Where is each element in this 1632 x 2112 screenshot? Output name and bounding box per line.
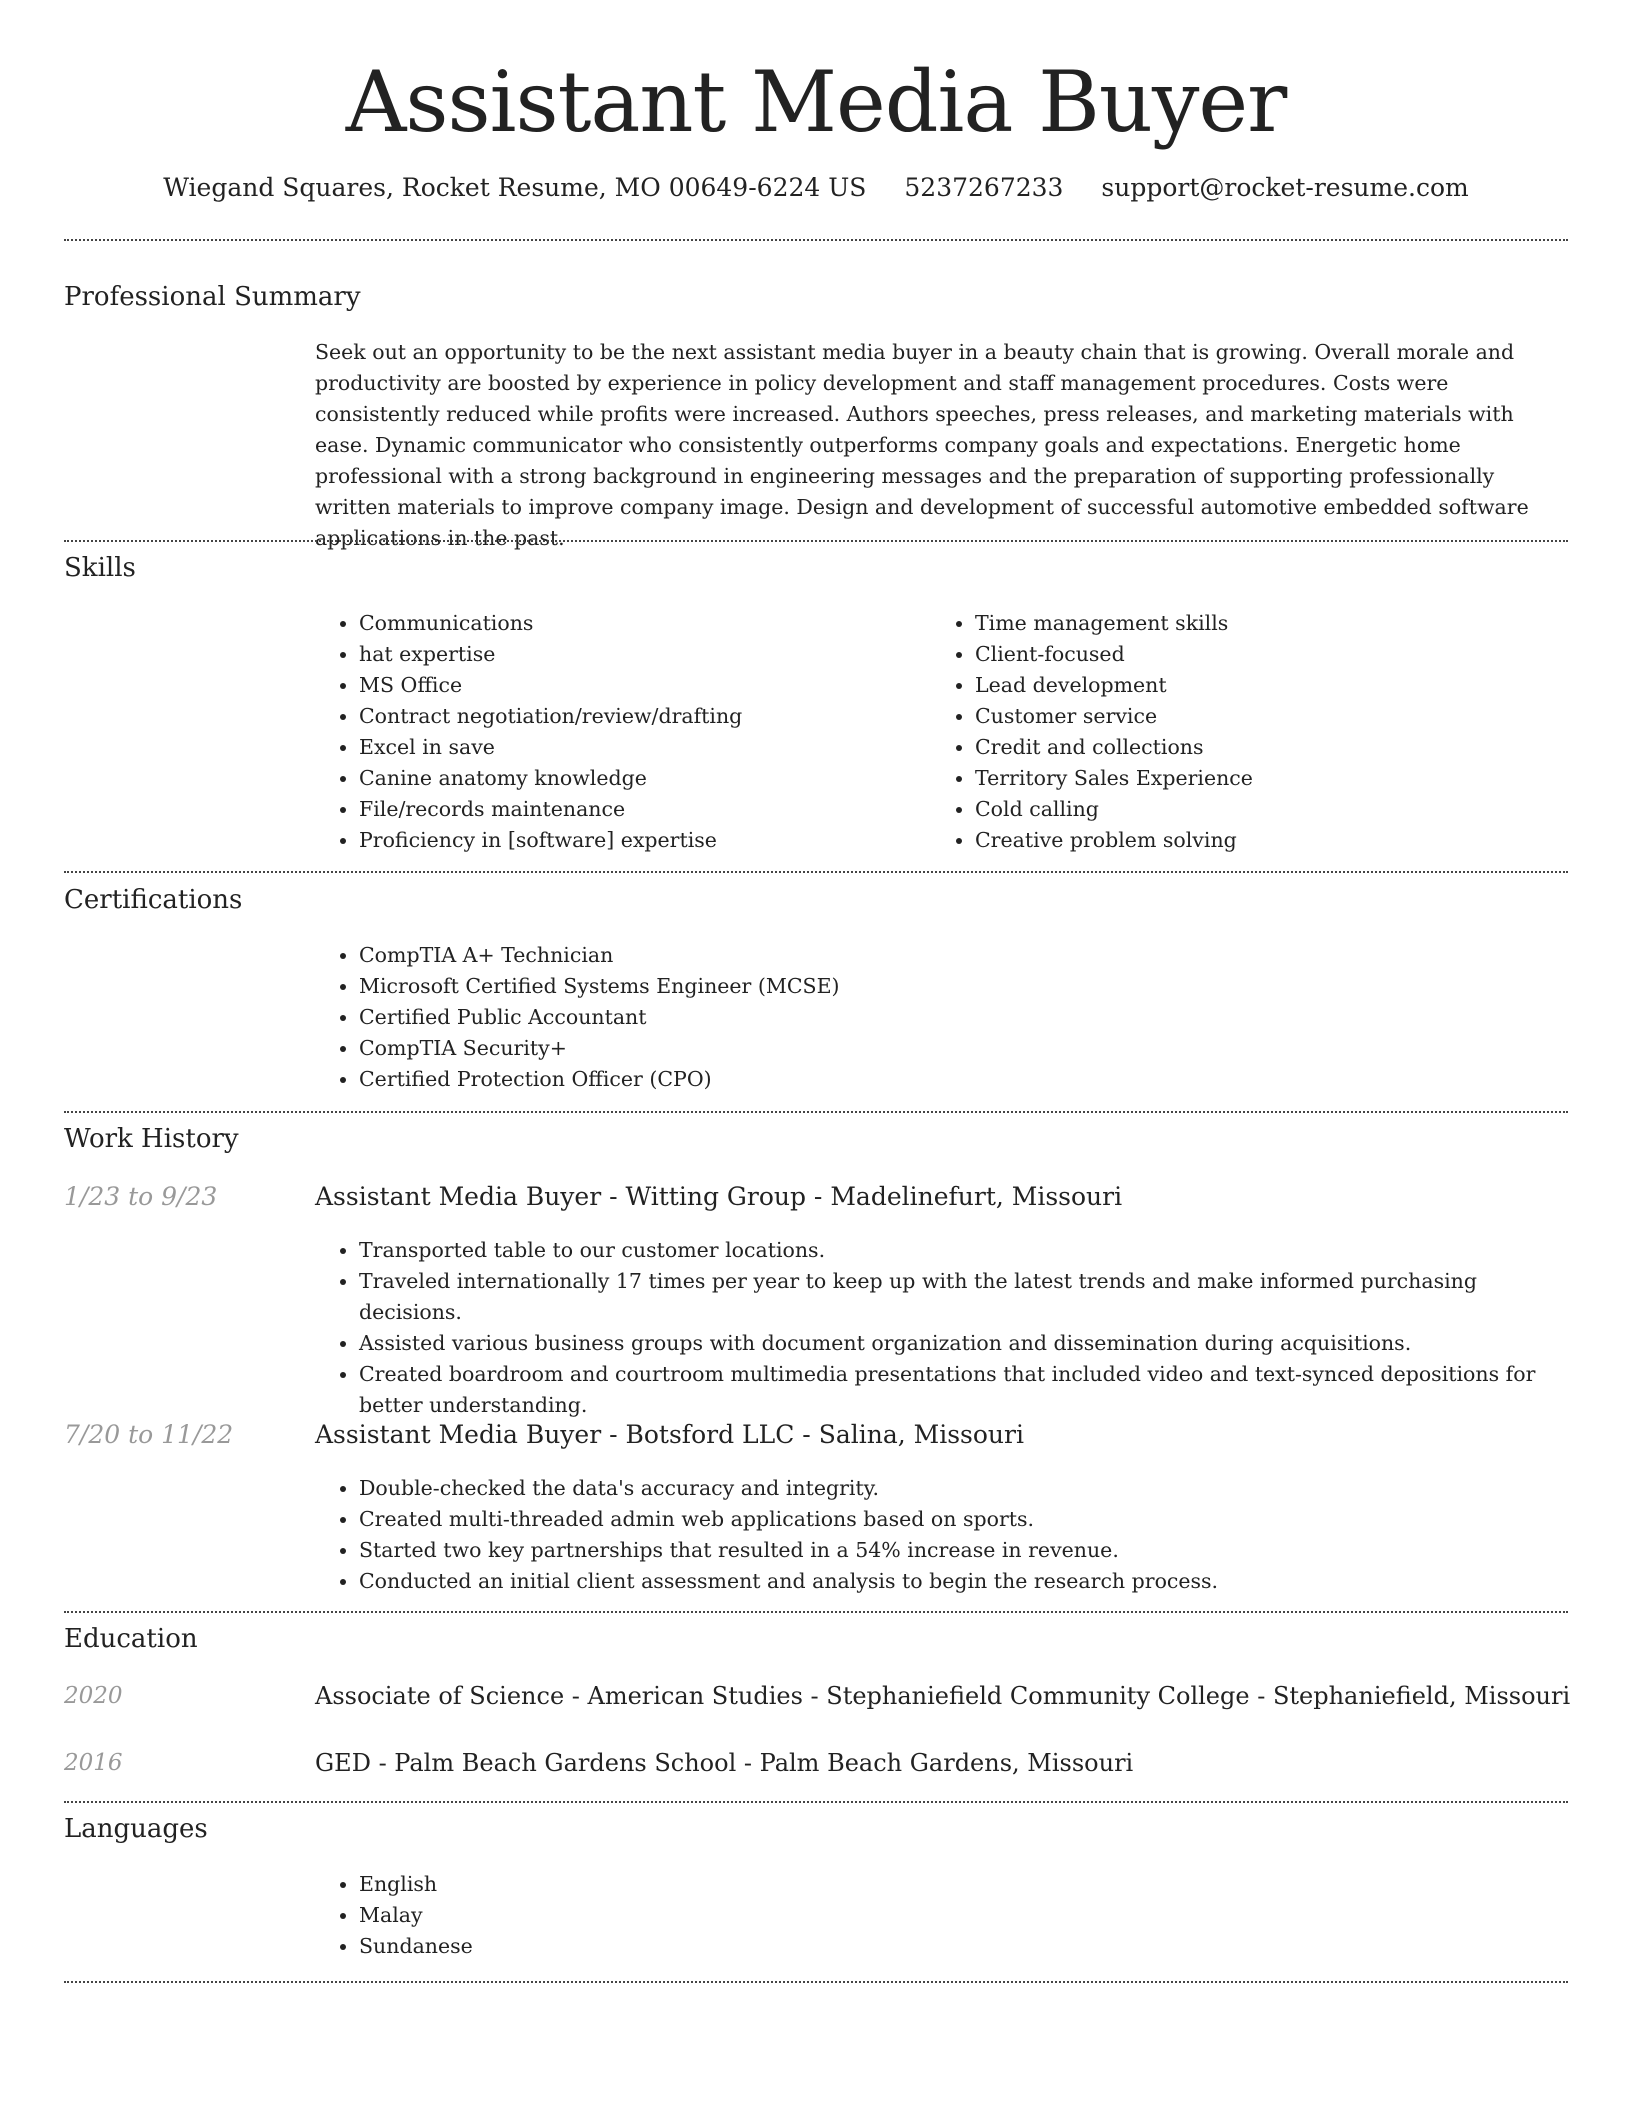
divider	[64, 1981, 1568, 1983]
candidate-name: Assistant Media Buyer	[345, 53, 1287, 151]
phone: 5237267233	[904, 173, 1064, 202]
summary-section	[315, 337, 1568, 554]
certifications-heading: Certifications	[64, 885, 243, 915]
divider	[64, 239, 1568, 241]
skill-item: • Credit and collections	[975, 732, 1531, 763]
address: Wiegand Squares, Rocket Resume, MO 00649-6224 US	[163, 173, 867, 202]
job-details: - Witting Group - Madelinefurt, Missouri	[601, 1182, 1123, 1211]
job-bullet: • Created multi-threaded admin web applications based on sports.	[359, 1504, 1568, 1535]
contact-line	[0, 170, 1632, 206]
summary-heading: Professional Summary	[64, 282, 361, 312]
languages-list	[315, 1869, 1568, 1962]
skills-list-right	[931, 608, 1531, 856]
education-degree: GED	[315, 1749, 371, 1777]
job-dates: 1/23 to 9/23	[64, 1182, 218, 1211]
education-degree: Associate of Science - American Studies	[315, 1682, 803, 1710]
job-bullet: • Started two key partnerships that resulted in a 54% increase in revenue.	[359, 1535, 1568, 1566]
certification-item: • Certified Public Accountant	[359, 1002, 1568, 1033]
education-entry	[315, 1746, 1133, 1780]
skill-item: • Customer service	[975, 701, 1531, 732]
certification-item: • Microsoft Certified Systems Engineer (MCSE)	[359, 971, 1568, 1002]
job-title	[315, 1180, 1122, 1214]
skill-item: • MS Office	[359, 670, 915, 701]
skill-item: • Communications	[359, 608, 915, 639]
certification-item: • CompTIA Security+	[359, 1033, 1568, 1064]
certification-item: • Certified Protection Officer (CPO)	[359, 1064, 1568, 1095]
skill-item: • hat expertise	[359, 639, 915, 670]
languages-heading: Languages	[64, 1814, 208, 1844]
job-bullet: • Created boardroom and courtroom multimedia presentations that included video and text-synced depositions for better understanding.	[359, 1359, 1568, 1421]
skill-item: • Territory Sales Experience	[975, 763, 1531, 794]
education-year: 2016	[64, 1750, 123, 1776]
job-bullets	[315, 1473, 1568, 1597]
email: support@rocket-resume.com	[1101, 173, 1469, 202]
job-title	[315, 1418, 1024, 1452]
certification-item: • CompTIA A+ Technician	[359, 940, 1568, 971]
skills-list-left	[315, 608, 915, 856]
job-bullet: • Traveled internationally 17 times per year to keep up with the latest trends and make informed purchasing decisions.	[359, 1266, 1568, 1328]
skill-item: • Creative problem solving	[975, 825, 1531, 856]
education-heading: Education	[64, 1624, 198, 1654]
summary-text: Seek out an opportunity to be the next assistant media buyer in a beauty chain that is growing. Overall morale and productivity are boosted by experience in policy development and staff management procedures. Costs were consistently reduced while profits were increased. Authors speeches, press releases, and marketing materials with ease. Dynamic communicator who consistently outperforms company goals and expectations. Energetic home professional with a strong background in engineering messages and the preparation of supporting professionally written materials to improve company image. Design and development of successful automotive embedded software applications in the past.	[315, 340, 1529, 550]
certifications-list	[315, 940, 1568, 1095]
skill-item: • Client-focused	[975, 639, 1531, 670]
skills-heading: Skills	[64, 553, 136, 583]
language-item: • Malay	[359, 1900, 1568, 1931]
job-bullet: • Transported table to our customer locations.	[359, 1235, 1568, 1266]
skill-item: • Excel in save	[359, 732, 915, 763]
divider	[64, 871, 1568, 873]
job-details: - Botsford LLC - Salina, Missouri	[601, 1420, 1024, 1449]
education-year: 2020	[64, 1683, 123, 1709]
job-bullet: • Assisted various business groups with document organization and dissemination during acquisitions.	[359, 1328, 1568, 1359]
skill-item: • Cold calling	[975, 794, 1531, 825]
job-bullet: • Double-checked the data's accuracy and integrity.	[359, 1473, 1568, 1504]
divider	[64, 1801, 1568, 1803]
skill-item: • Proficiency in [software] expertise	[359, 825, 915, 856]
work-history-heading: Work History	[64, 1124, 239, 1154]
skill-item: • Canine anatomy knowledge	[359, 763, 915, 794]
job-bullet: • Conducted an initial client assessment and analysis to begin the research process.	[359, 1566, 1568, 1597]
education-entry	[315, 1679, 1570, 1713]
divider	[64, 540, 1568, 542]
skill-item: • Time management skills	[975, 608, 1531, 639]
divider	[64, 1111, 1568, 1113]
skill-item: • Contract negotiation/review/drafting	[359, 701, 915, 732]
job-role: Assistant Media Buyer	[315, 1182, 602, 1211]
job-role: Assistant Media Buyer	[315, 1420, 602, 1449]
skill-item: • File/records maintenance	[359, 794, 915, 825]
job-dates: 7/20 to 11/22	[64, 1420, 234, 1449]
divider	[64, 1611, 1568, 1613]
language-item: • Sundanese	[359, 1931, 1568, 1962]
education-details: - Stephaniefield Community College - Stephaniefield, Missouri	[802, 1682, 1571, 1710]
education-details: - Palm Beach Gardens School - Palm Beach Gardens, Missouri	[370, 1749, 1134, 1777]
skill-item: • Lead development	[975, 670, 1531, 701]
job-bullets	[315, 1235, 1568, 1421]
language-item: • English	[359, 1869, 1568, 1900]
